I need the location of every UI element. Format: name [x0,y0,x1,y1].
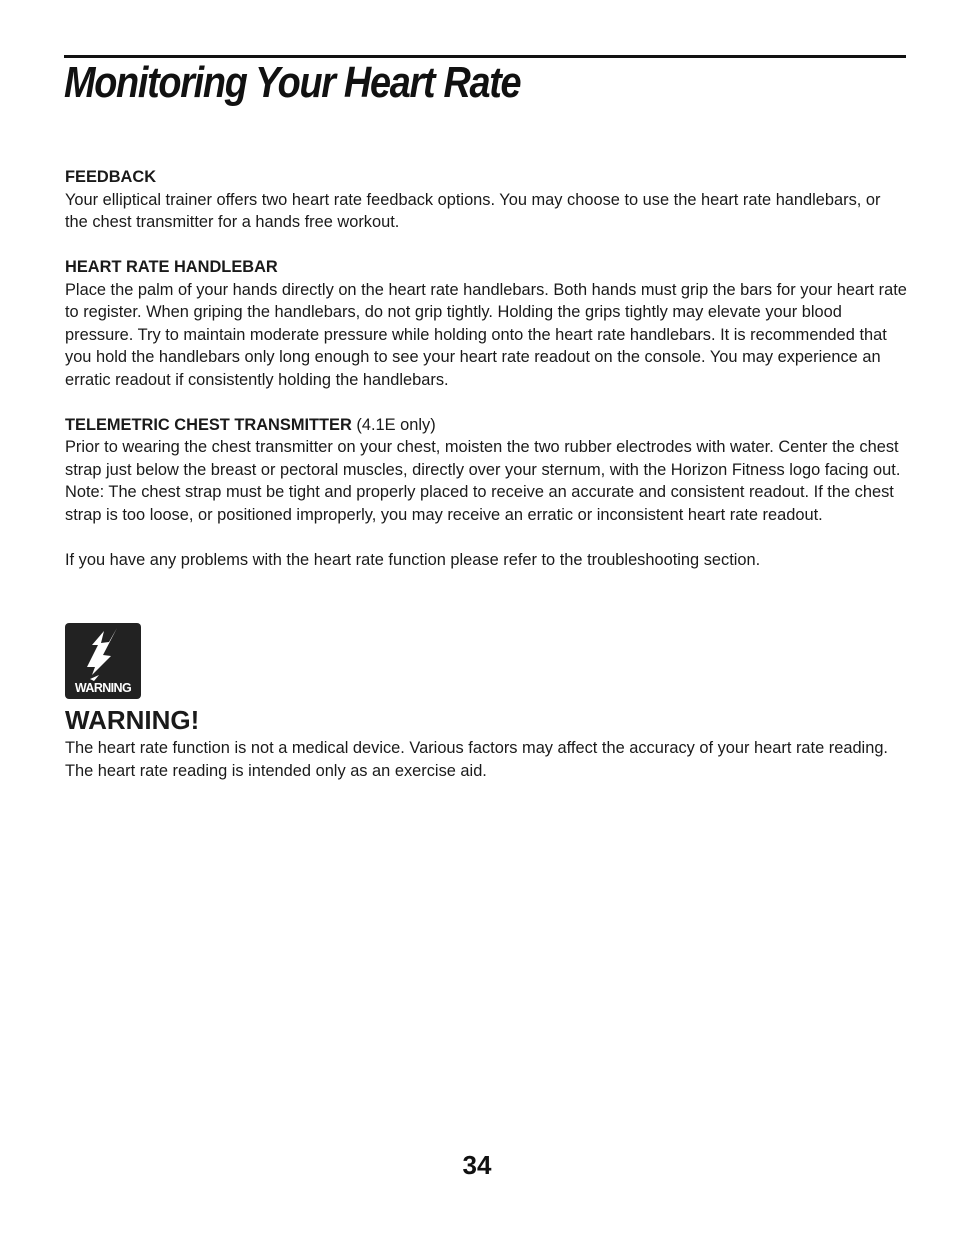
main-content [65,166,907,594]
section-body: Your elliptical trainer offers two heart rate feedback options. You may choose to use the heart rate handlebars, or the chest transmitter for a hands free workout. [65,190,881,231]
warning-body: The heart rate function is not a medical device. Various factors may affect the accuracy of your heart rate reading. The heart rate reading is intended only as an exercise aid. [65,739,888,780]
warning-block [65,623,907,782]
section-heading: FEEDBACK [65,168,157,186]
section-body: Prior to wearing the chest transmitter on your chest, moisten the two rubber electrodes with water. Center the chest strap just below the breast or pectoral muscles, directly over your sternum, with the Horizon Fitness logo facing out. Note: The chest strap must be tight and properly placed to receive an accurate and consistent readout. If the chest strap is too loose, or positioned improperly, you may receive an erratic or inconsistent heart rate readout. [65,438,901,524]
page-number: 34 [462,1150,492,1180]
section-heading: TELEMETRIC CHEST TRANSMITTER [65,415,352,434]
section-heading: HEART RATE HANDLEBAR [65,258,278,276]
section-heading-note: (4.1E only) [356,415,436,434]
warning-icon-label: WARNING [74,681,132,695]
page-title: Monitoring Your Heart Rate [64,58,521,107]
section-body: Place the palm of your hands directly on the heart rate handlebars. Both hands must grip the bars for your heart rate to register. When griping the handlebars, do not grip tightly. Holding the grips tightly may elevate your blood pressure. Try to maintain moderate pressure while holding onto the heart rate handlebars. It is recommended that you hold the handlebars only long enough to see your heart rate readout on the console. You may experience an erratic readout if consistently holding the handlebars. [65,280,907,389]
section-body: If you have any problems with the heart rate function please refer to the troubleshooting section. [65,550,761,569]
section-heart-rate-handlebar [65,256,907,391]
section-feedback [65,166,907,234]
warning-heading: WARNING! [65,705,200,735]
section-telemetric-chest-transmitter [65,414,907,527]
lightning-bolt-warning-icon [65,623,141,699]
section-heading-line [65,414,907,437]
section-troubleshooting-note [65,549,907,572]
